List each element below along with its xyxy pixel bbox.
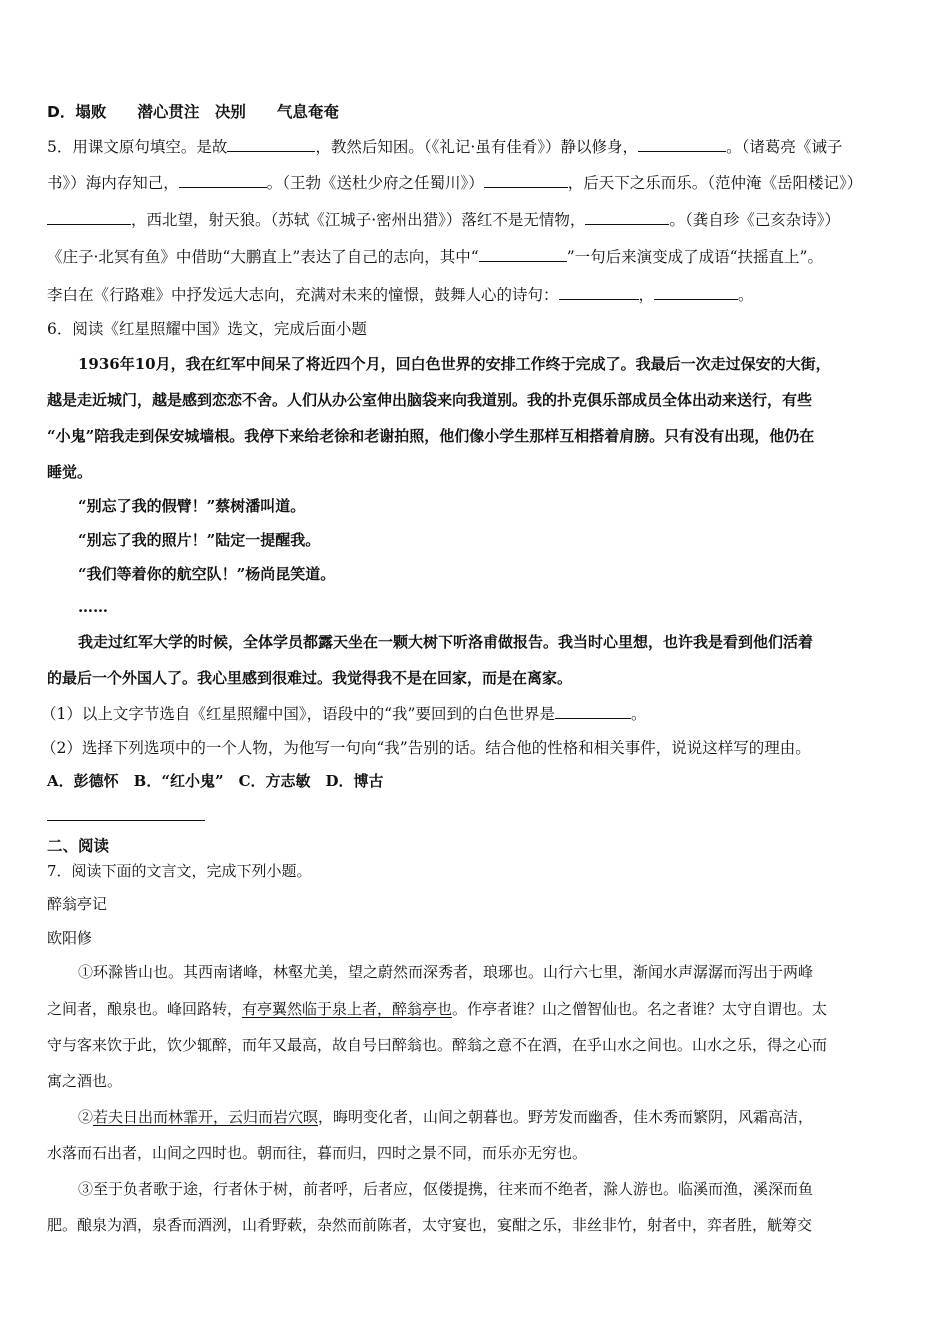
section-heading: 二、阅读: [47, 836, 110, 855]
q6-passage-line: “小鬼”陪我走到保安城墙根。我停下来给老徐和老谢拍照，他们像小学生那样互相搭着肩膀。只有没有出现，他仍在: [47, 427, 815, 445]
q6-text: 。: [630, 705, 647, 723]
q5-text: ，教然后知困。（《礼记·虽有佳肴》）静以修身，: [315, 138, 639, 156]
classical-text-line: 寓之酒也。: [47, 1072, 123, 1090]
q6-passage-line: 睡觉。: [47, 463, 93, 481]
section-divider: [47, 820, 205, 821]
text-span: 。作亭者谁？山之僧智仙也。名之者谁？太守自谓也。太: [452, 1000, 828, 1018]
classical-text-line: 肥。酿泉为酒，泉香而酒洌，山肴野蔌，杂然而前陈者，太守宴也，宴酣之乐，非丝非竹，射者中，弈者胜，觥筹交: [47, 1216, 813, 1234]
classical-text-line: ③至于负者歌于途，行者休于树，前者呼，后者应，伛偻提携，往来而不绝者，滁人游也。临溪而渔，溪深而鱼: [78, 1180, 814, 1198]
q5-text: 5．用课文原句填空。是故: [47, 138, 228, 156]
q6-passage-line: 越是走近城门，越是感到恋恋不舍。人们从办公室伸出脑袋来向我道别。我的扑克俱乐部成员全体出动来送行，有些: [47, 391, 813, 409]
answer-blank[interactable]: [484, 172, 568, 188]
q5-text: ”一句后来演变成了成语“扶摇直上”。: [566, 248, 823, 266]
answer-blank[interactable]: [227, 136, 315, 152]
text-span: ，晦明变化者，山间之朝暮也。野芳发而幽香，佳木秀而繁阴，风霜高洁，: [318, 1108, 814, 1126]
work-title: 醉翁亭记: [47, 895, 108, 913]
q6-passage-line: 的最后一个外国人了。我心里感到很难过。我觉得我不是在回家，而是在离家。: [47, 669, 573, 687]
q7-prompt: 7．阅读下面的文言文，完成下列小题。: [47, 862, 312, 880]
q6-passage-line: 我走过红军大学的时候，全体学员都露天坐在一颗大树下听洛甫做报告。我当时心里想，也许我是看到他们活着: [78, 633, 814, 651]
text-span: ②: [78, 1108, 94, 1126]
classical-text-line: 守与客来饮于此，饮少辄醉，而年又最高，故自号曰醉翁也。醉翁之意不在酒，在乎山水之间也。山水之乐，得之心而: [47, 1036, 828, 1054]
q5-line-2: [47, 172, 862, 193]
answer-blank[interactable]: [654, 284, 738, 300]
answer-blank[interactable]: [555, 703, 631, 719]
q5-text: 《庄子·北冥有鱼》中借助“大鹏直上”表达了自己的志向，其中“: [47, 248, 479, 266]
q6-title: 6．阅读《红星照耀中国》选文，完成后面小题: [47, 320, 367, 338]
q5-text: ，: [638, 286, 655, 304]
classical-text-line: [47, 1107, 813, 1127]
classical-text-line: [47, 999, 827, 1019]
q6-subquestion-2: （2）选择下列选项中的一个人物，为他写一句向“我”告别的话。结合他的性格和相关事件，说说这样写的理由。: [41, 739, 811, 757]
answer-blank[interactable]: [47, 209, 131, 225]
author: 欧阳修: [47, 929, 93, 947]
answer-blank[interactable]: [559, 284, 639, 300]
q5-text: 。（王勃《送杜少府之任蜀川》）: [266, 174, 484, 192]
classical-text-line: 水落而石出者，山间之四时也。朝而往，暮而归，四时之景不同，而乐亦无穷也。: [47, 1144, 588, 1162]
answer-blank[interactable]: [585, 209, 669, 225]
q6-subquestion-1: [41, 703, 646, 724]
underlined-sentence: 若夫日出而林霏开，云归而岩穴暝: [93, 1108, 319, 1126]
text-span: 之间者，酿泉也。峰回路转，: [47, 1000, 243, 1018]
q5-text: 书》）海内存知己，: [47, 174, 179, 192]
q5-text: 李白在《行路难》中抒发远大志向，充满对未来的憧憬，鼓舞人心的诗句：: [47, 286, 559, 304]
q5-line-5: [47, 284, 754, 305]
q4-option-d: D．塌败 潜心贯注 决别 气息奄奄: [47, 103, 339, 121]
q5-line-1: [47, 136, 842, 157]
classical-text-line: ①环滁皆山也。其西南诸峰，林壑尤美，望之蔚然而深秀者，琅琊也。山行六七里，渐闻水声潺潺而泻出于两峰: [78, 963, 814, 981]
underlined-sentence: 有亭翼然临于泉上者，醉翁亭也: [242, 1000, 453, 1018]
q6-dialogue: “别忘了我的照片！”陆定一提醒我。: [78, 531, 321, 549]
answer-blank[interactable]: [638, 136, 726, 152]
q5-text: ，西北望，射天狼。（苏轼《江城子·密州出猎》）落红不是无情物，: [131, 211, 586, 229]
q6-dialogue: “我们等着你的航空队！”杨尚昆笑道。: [78, 565, 336, 583]
q5-line-3: [47, 209, 840, 230]
answer-blank[interactable]: [179, 172, 267, 188]
q5-text: 。（诸葛亮《诫子: [726, 138, 843, 156]
q5-line-4: [47, 246, 823, 267]
q6-dialogue: “别忘了我的假臂！”蔡树潘叫道。: [78, 497, 306, 515]
q5-text: 。: [738, 286, 754, 304]
answer-blank[interactable]: [479, 246, 567, 262]
q5-text: ，后天下之乐而乐。（范仲淹《岳阳楼记》）: [567, 174, 863, 192]
q6-text: （1）以上文字节选自《红星照耀中国》，语段中的“我”要回到的白色世界是: [41, 705, 555, 723]
q6-options: A．彭德怀 B．“红小鬼” C．方志敏 D．博古: [47, 772, 384, 790]
q6-ellipsis: ……: [78, 598, 108, 616]
q6-passage-line: 1936年10月，我在红军中间呆了将近四个月，回白色世界的安排工作终于完成了。我最后一次走过保安的大街，: [78, 355, 831, 373]
q5-text: 。（龚自珍《己亥杂诗》）: [669, 211, 840, 229]
